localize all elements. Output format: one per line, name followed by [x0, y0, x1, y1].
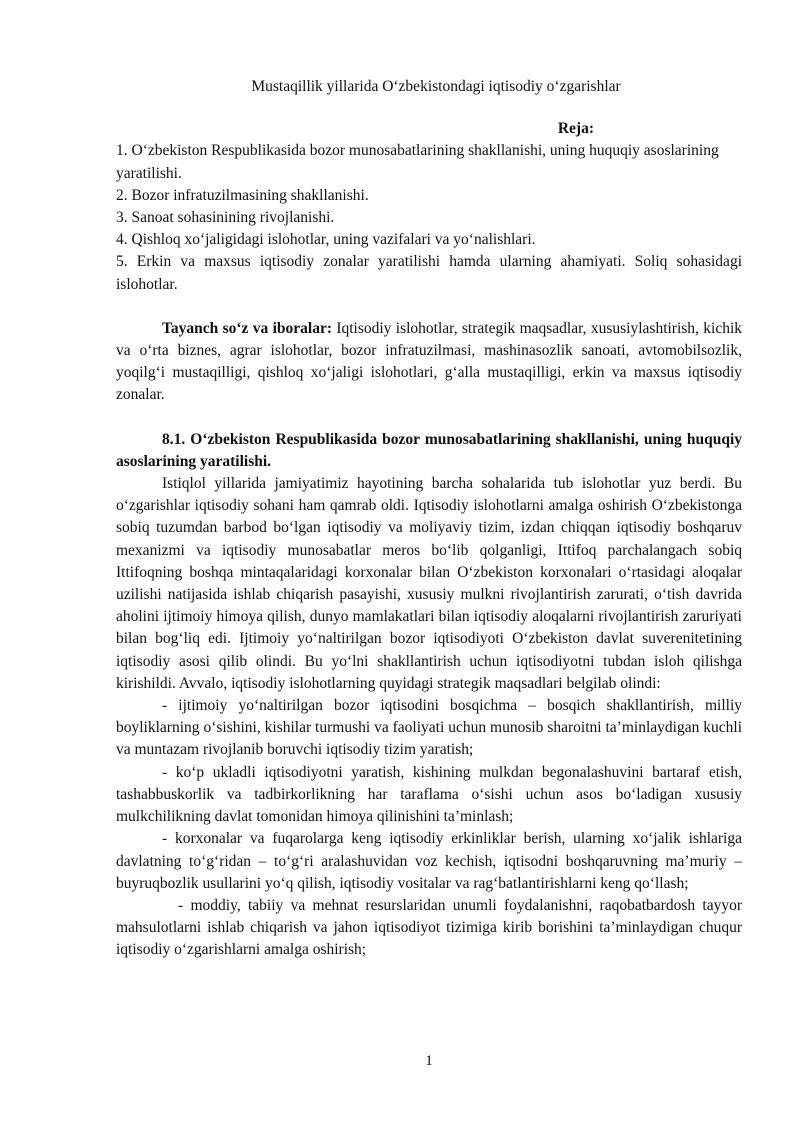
spacer [116, 296, 742, 318]
page-number: 1 [425, 1053, 433, 1069]
plan-item-2: 2. Bozor infratuzilmasining shakllanishi. [116, 186, 369, 204]
keywords-text: Iqtisodiy islohotlar, strategik maqsadlar, xususiylashtirish, kichik va o‘rta biznes, agrar islohotlar, bozor infratuzilmasi, mashinasozlik sanoati, avtomobilsozlik, yoqilg‘i mustaqilligi, qishloq xo‘jaligi islohotlari, g‘alla mustaqilligi, erkin va maxsus iqtisodiy zonalar. [116, 319, 743, 404]
bullet-item-1: - ijtimoiy yo‘naltirilgan bozor iqtisodini bosqichma – bosqich shakllantirish, milliy boyliklarning o‘sishini, kishilar turmushi va faoliyati uchun munosib sharoitni ta’minlaydigan kuchli va muntazam rivojlanib boruvchi iqtisodiy tizim yaratish; [116, 697, 742, 759]
bullet-item-2: - ko‘p ukladli iqtisodiyotni yaratish, kishining mulkdan begonalashuvini bartaraf etish, tashabbuskorlik va tadbirkorlikning har taraflama o‘sishi uchun asos bo‘ladigan xususiy mulkchilikning davlat tomonidan himoya qilinishini ta’minlash; [116, 763, 742, 826]
section-title: 8.1. O‘zbekiston Respublikasida bozor munosabatlarining shakllanishi, uning huquqiy asoslarining yaratilishi. [116, 430, 742, 470]
plan-item-3: 3. Sanoat sohasinining rivojlanishi. [116, 209, 335, 227]
plan-item-1: 1. O‘zbekiston Respublikasida bozor munosabatlarining shakllanishi, uning huquqiy asoslarining yaratilishi. [116, 142, 719, 182]
keywords-label: Tayanch so‘z va iboralar: [162, 319, 332, 337]
plan-item-4: 4. Qishloq xo‘jaligidagi islohotlar, uning vazifalari va yo‘nalishlari. [116, 231, 536, 249]
plan-item-5: 5. Erkin va maxsus iqtisodiy zonalar yaratilishi hamda ularning ahamiyati. Soliq sohasidagi islohotlar. [116, 253, 742, 293]
keywords-paragraph [116, 318, 742, 407]
document-page [116, 76, 742, 962]
plan-heading: Reja: [557, 120, 594, 138]
bullet-item-3: - korxonalar va fuqarolarga keng iqtisodiy erkinliklar berish, ularning xo‘jalik ishlariga davlatning to‘g‘ridan – to‘g‘ri aralashuvidan voz kechish, iqtisodni boshqaruvning ma’muriy – buyruqbozlik usullarini yo‘q qilish, iqtisodiy vositalar va rag‘batlantirishlarni keng qo‘llash; [116, 830, 742, 892]
document-title: Mustaqillik yillarida O‘zbekistondagi iqtisodiy o‘zgarishlar [251, 78, 621, 95]
body-paragraph: Istiqlol yillarida jamiyatimiz hayotining barcha sohalarida tub islohotlar yuz berdi. Bu o‘zgarishlar iqtisodiy sohani ham qamrab oldi. Iqtisodiy islohotlarni amalga oshirish O‘zbekistonga sobiq tuzumdan barbod bo‘lgan iqtisodiy va moliyaviy tizim, izdan chiqqan iqtisodiy boshqaruv mexanizmi va iqtisodiy munosabatlar meros bo‘lib qolganligi, Ittifoq parchalangach sobiq Ittifoqning boshqa mintaqalaridagi korxonalar bilan O‘zbekiston korxonalari o‘rtasidagi aloqalar uzilishi natijasida ishlab chiqarish pasayishi, xususiy mulkni rivojlantirish zarurati, o‘tish davrida aholini ijtimoiy himoya qilish, dunyo mamlakatlari bilan iqtisodiy aloqalarni rivojlantirish zaruriyati bilan bog‘liq edi. Ijtimoiy yo‘naltirilgan bozor iqtisodiyoti O‘zbekiston davlat suverenitetining iqtisodiy asosi qilib olindi. Bu yo‘lni shakllantirish uchun iqtisodiyotni tubdan isloh qilishga kirishildi. Avvalo, iqtisodiy islohotlarning quyidagi strategik maqsadlari belgilab olindi: [116, 475, 742, 692]
bullet-item-4: - moddiy, tabiiy va mehnat resurslaridan unumli foydalanishni, raqobatbardosh tayyor mahsulotlarni ishlab chiqarish va jahon iqtisodiyot tizimiga kirib borishini ta’minlaydigan chuqur iqtisodiy o‘zgarishlarni amalga oshirish; [116, 896, 742, 959]
spacer [116, 407, 742, 429]
